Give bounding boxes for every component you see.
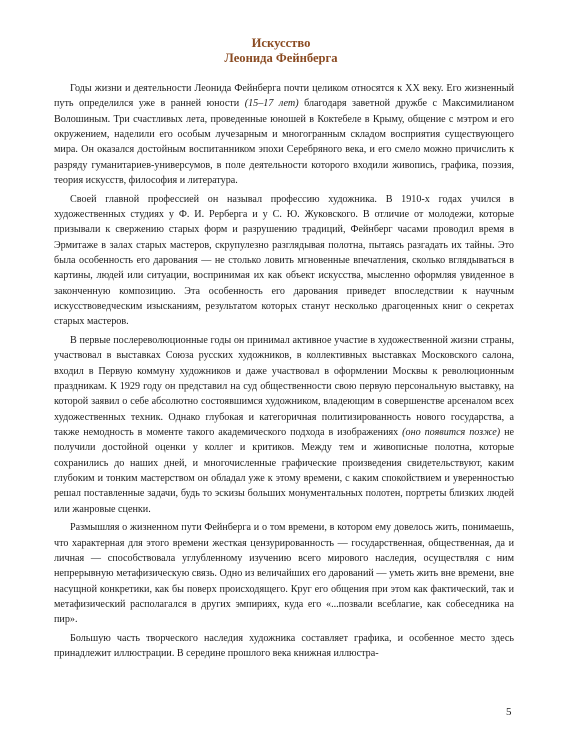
paragraph [54,520,514,627]
paragraph-text: Своей главной профессией он называл профессию художника. В 1910-х годах учился в художественных студиях у Ф. И. Рерберга и у С. Ю. Жуковского. В отличие от молодежи, которые призывали к свержению старых форм и разрушению традиций, Фейнберг часами проводил время в Эрмитаже в залах старых мастеров, скрупулезно разглядывая полотна, пытаясь разгадать их тайны. Это была особенность его дарования — не столько ловить мгновенные впечатления, сколько вглядываться в картины, людей или ситуации, воспринимая их как объект искусства, мысленно оформляя увиденное в законченную композицию. Эта особенность его дарования приведет впоследствии к научным искусствоведческим изысканиям, результатом которых станут несколько драгоценных книг о секретах старых мастеров. [54,193,514,328]
chapter-heading-line-1: Искусство [251,36,311,50]
paragraph-text: не получили достойной оценки у коллег и критиков. Между тем и живописные полотна, которые сохранились до наших дней, и многочисленные графические произведения свидетельствуют, каким глубоким и тонким мастерством он обладал уже к этому времени, с каким спокойствием и уверенностью решал поставленные задачи, будь то эскизы больших монументальных полотен, портреты близких людей или жанровые сценки. [54,426,514,515]
paragraph [54,631,514,662]
paragraph [54,81,514,188]
italic-text: (оно появится позже) [402,426,501,438]
paragraph-text: благодаря заветной дружбе с Максимилианом Волошиным. Три счастливых лета, проведенные юношей в Коктебеле в Крыму, общение с мэтром и его окружением, наделили его особым лучезарным и многогранным складом восприятия существующего мира. Он оказался достойным воспитанником эпохи Серебряного века, и его смело можно причислить к разряду гуманитариев-универсумов, в поле деятельности которого входили живопись, графика, поэзия, теория искусств, философия и литература. [54,98,514,187]
paragraph-text: Размышляя о жизненном пути Фейнберга и о том времени, в котором ему довелось жить, понимаешь, что характерная для этого времени жесткая цензурированность — государственная, общественная, да и личная — способствовала углубленному изучению всего мирового наследия, осуществляя с ним непрерывную метафизическую связь. Одно из величайших его дарований — уметь жить вне времени, вне насущной конкретики, как бы поверх происходящего. Круг его общения при этом как фактический, так и метафизический располагался в других эмпириях, куда его «...позвали всеблагие, как собеседника на пир». [54,522,514,626]
paragraph [54,192,514,330]
chapter-heading [0,36,562,66]
paragraph-text: Годы жизни и деятельности Леонида Фейнберга почти целиком относятся к XX веку. Его жизненный путь определился уже в ранней юности [54,83,514,110]
paragraph-text: Большую часть творческого наследия художника составляет графика, и особенное место здесь принадлежит иллюстрации. В середине прошлого века книжная иллюстра- [54,632,514,660]
chapter-heading-line-2: Леонида Фейнберга [224,51,338,65]
paragraph-text: В первые послереволюционные годы он принимал активное участие в художественной жизни страны, участвовал в выставках Союза русских художников, в коллективных выставках Московского салона, входил в Первую коммуну художников и даже участвовал в оформлении Москвы к революционным праздникам. К 1929 году он представил на суд общественности свою первую персональную выставку, на которой заявил о себе абсолютно состоявшимся художником, владеющим в совершенстве арсеналом всех художественных техник. Однако глубокая и категоричная политизированность нового государства, а также немодность в моменте такого академического подхода в изображениях [54,334,514,438]
page-number: 5 [506,706,512,718]
paragraph [54,333,514,517]
italic-text: (15–17 лет) [244,98,299,110]
body-text [54,81,514,661]
